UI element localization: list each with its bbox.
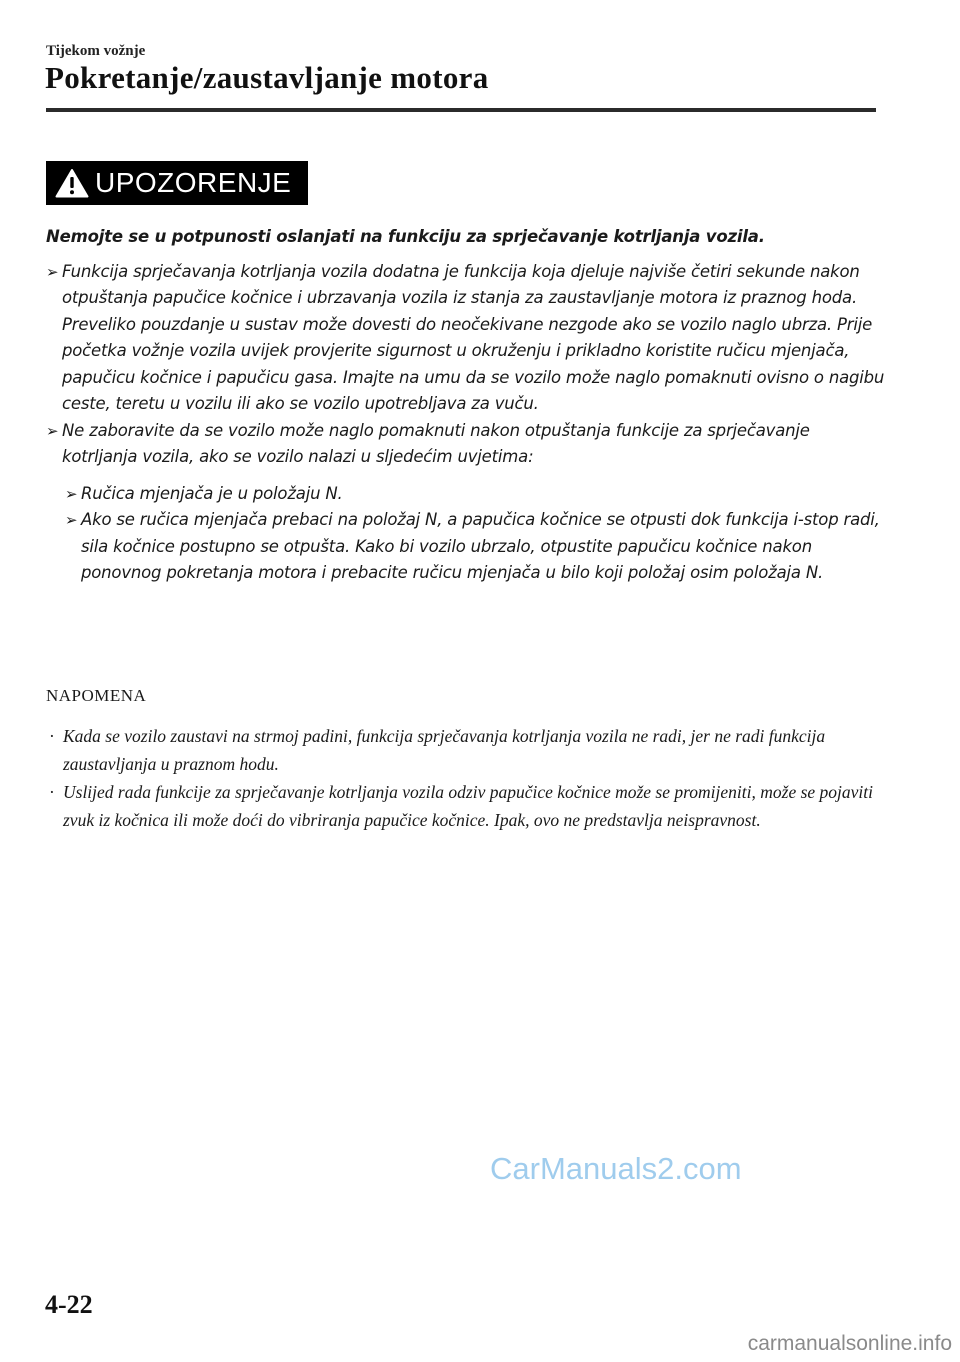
warning-sub-bullet-text: Ručica mjenjača je u položaju N. <box>81 483 343 503</box>
warning-bullet <box>46 418 886 471</box>
title-rule <box>46 108 876 112</box>
warning-heading: Nemojte se u potpunosti oslanjati na funkciju za sprječavanje kotrljanja vozila. <box>46 227 765 246</box>
warning-triangle-icon <box>55 168 89 198</box>
warning-content <box>46 224 886 587</box>
dot-bullet-icon: · <box>49 782 55 802</box>
arrow-bullet-icon: ➢ <box>46 421 59 440</box>
dot-bullet-icon: · <box>49 726 55 746</box>
warning-sub-list <box>46 481 886 587</box>
warning-bullet-text: Funkcija sprječavanja kotrljanja vozila dodatna je funkcija koja djeluje najviše četiri sekunde nakon otpuštanja papučice kočnice i ubrzavanja vozila iz stanja za zaustavljanje motora iz praznog hoda. Preveliko pouzdanje u sustav može dovesti do neočekivane nezgode ako se vozilo naglo ubrza. Prije početka vožnje vozila uvijek provjerite sigurnost u okruženju i prikladno koristite ručicu mjenjača, papučicu kočnice i papučicu gasa. Imajte na umu da se vozilo može naglo pomaknuti ovisno o nagibu ceste, teretu u vozilu ili ako se vozilo upotrebljava za vuču. <box>62 261 885 413</box>
watermark[interactable]: CarManuals2.com <box>490 1151 742 1186</box>
warning-bullet <box>46 259 886 418</box>
warning-sub-bullet <box>65 481 886 508</box>
warning-label: UPOZORENJE <box>95 167 292 198</box>
footer-source[interactable]: carmanualsonline.info <box>747 1332 952 1355</box>
warning-box <box>46 161 308 205</box>
note-item-text: Kada se vozilo zaustavi na strmoj padini, funkcija sprječavanja kotrljanja vozila ne radi, jer ne radi funkcija zaustavljanja u praznom hodu. <box>63 726 826 774</box>
page-title: Pokretanje/zaustavljanje motora <box>45 60 489 95</box>
arrow-bullet-icon: ➢ <box>65 484 78 503</box>
arrow-bullet-icon: ➢ <box>65 511 78 529</box>
warning-sub-bullet-text: Ako se ručica mjenjača prebaci na položaj N, a papučica kočnice se otpusti dok funkcija i-stop radi, sila kočnice postupno se otpušta. Kako bi vozilo ubrzalo, otpustite papučicu kočnice nakon ponovnog pokretanja motora i prebacite ručicu mjenjača u bilo koji položaj osim položaja N. <box>81 510 880 582</box>
note-heading: NAPOMENA <box>46 686 147 705</box>
note-item-text: Uslijed rada funkcije za sprječavanje kotrljanja vozila odziv papučice kočnice može se promijeniti, može se pojaviti zvuk iz kočnica ili može doći do vibriranja papučice kočnice. Ipak, ovo ne predstavlja neispravnost. <box>63 782 874 830</box>
section-label: Tijekom vožnje <box>46 43 146 59</box>
warning-sub-bullet <box>65 507 886 587</box>
note-item <box>46 722 876 778</box>
note-item <box>46 778 876 834</box>
note-list <box>46 722 876 834</box>
warning-bullet-text: Ne zaboravite da se vozilo može naglo pomaknuti nakon otpuštanja funkcije za sprječavanje kotrljanja vozila, ako se vozilo nalazi u sljedećim uvjetima: <box>62 420 810 466</box>
page-number: 4-22 <box>45 1290 93 1319</box>
arrow-bullet-icon: ➢ <box>46 262 59 281</box>
